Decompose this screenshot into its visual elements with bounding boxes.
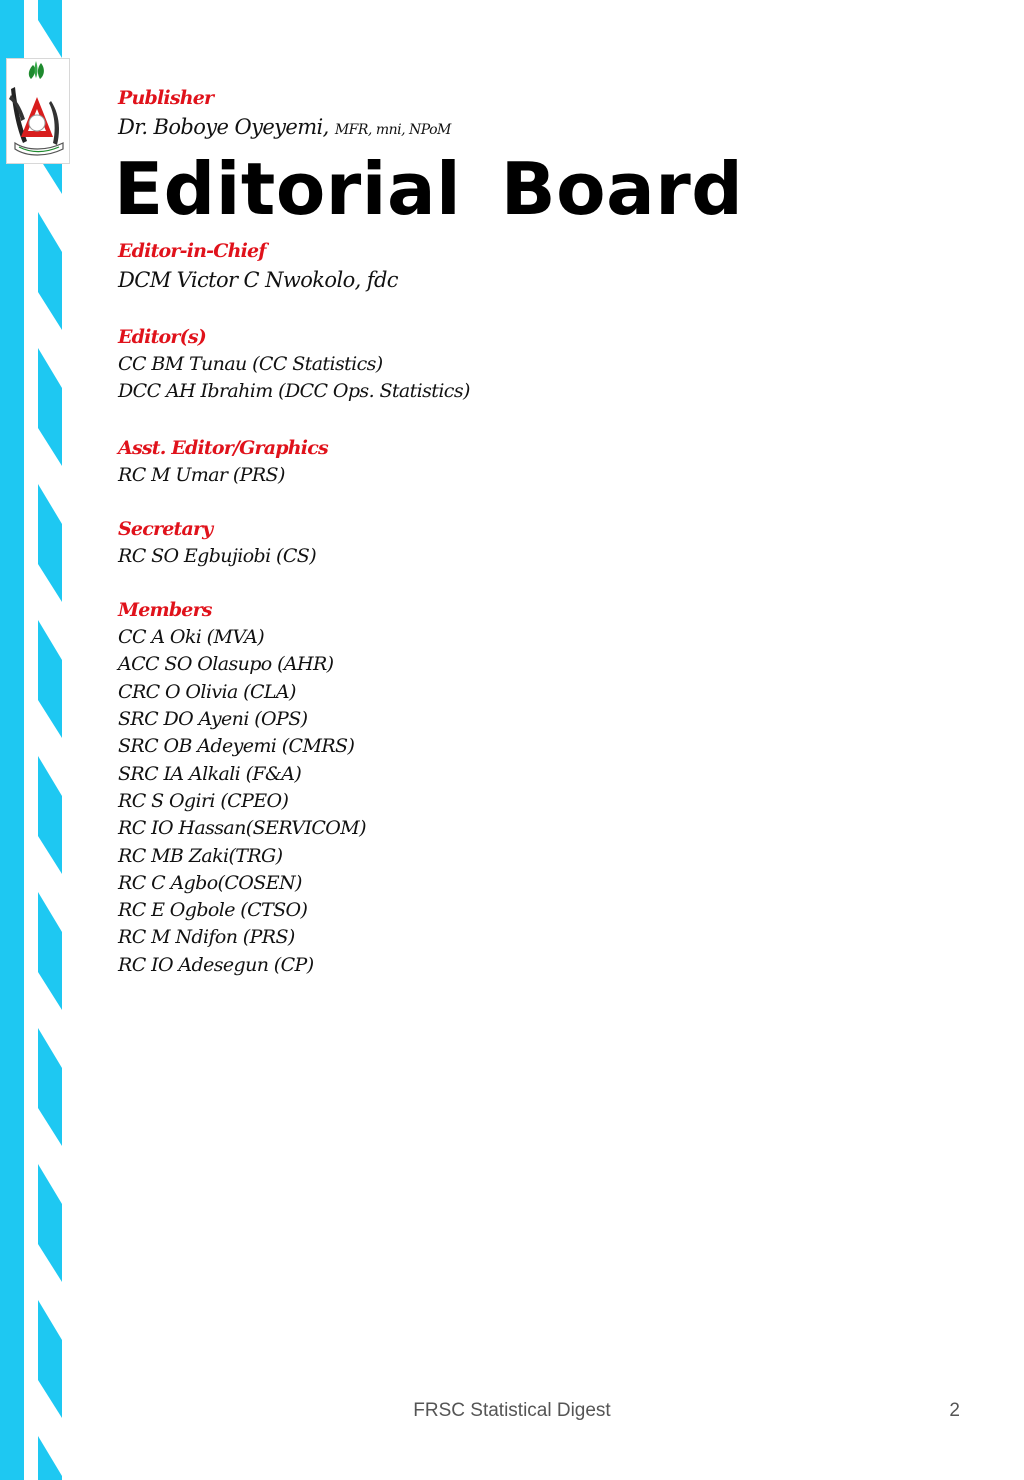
member-item: RC IO Adesegun (CP): [118, 953, 314, 976]
members-list: [118, 624, 978, 979]
asst-editor-section: [118, 434, 978, 489]
members-section: [118, 596, 978, 979]
member-item: ACC SO Olasupo (AHR): [118, 653, 334, 676]
member-item: CC A Oki (MVA): [118, 626, 265, 649]
secretary-role-label: Secretary: [118, 517, 213, 540]
footer-document-name: FRSC Statistical Digest: [413, 1400, 611, 1421]
publisher-name-text: Dr. Boboye Oyeyemi,: [118, 115, 329, 139]
page-title: Editorial Board: [114, 147, 744, 231]
member-item: SRC IA Alkali (F&A): [118, 762, 302, 785]
member-item: RC MB Zaki(TRG): [118, 844, 283, 867]
side-stripe-decoration: [0, 0, 70, 1480]
member-item: SRC DO Ayeni (OPS): [118, 708, 308, 731]
editor-name: CC BM Tunau (CC Statistics): [118, 353, 383, 375]
publisher-section: [118, 84, 978, 145]
member-item: RC M Ndifon (PRS): [118, 926, 295, 949]
editor-in-chief-section: [118, 237, 978, 295]
frsc-logo: [6, 58, 70, 164]
publisher-role-label: Publisher: [118, 87, 214, 109]
member-item: SRC OB Adeyemi (CMRS): [118, 735, 355, 758]
secretary-section: [118, 515, 978, 570]
editor-in-chief-name: DCM Victor C Nwokolo, fdc: [118, 268, 398, 292]
editor-in-chief-role-label: Editor-in-Chief: [118, 240, 266, 262]
editorial-content: [114, 84, 978, 979]
editors-section: [118, 323, 978, 406]
publisher-postnominals: MFR, mni, NPoM: [334, 122, 451, 138]
editors-role-label: Editor(s): [118, 326, 206, 348]
editor-name: DCC AH Ibrahim (DCC Ops. Statistics): [118, 380, 470, 403]
publisher-name: [118, 112, 978, 145]
asst-editor-name: RC M Umar (PRS): [118, 463, 285, 486]
footer-page-number: 2: [949, 1400, 960, 1421]
asst-editor-role-label: Asst. Editor/Graphics: [118, 436, 328, 459]
member-item: RC S Ogiri (CPEO): [118, 789, 289, 812]
members-role-label: Members: [118, 599, 212, 622]
member-item: CRC O Olivia (CLA): [118, 680, 296, 703]
member-item: RC C Agbo(COSEN): [118, 871, 302, 894]
member-item: RC E Ogbole (CTSO): [118, 899, 308, 922]
secretary-name: RC SO Egbujiobi (CS): [118, 544, 317, 567]
member-item: RC IO Hassan(SERVICOM): [118, 817, 366, 840]
